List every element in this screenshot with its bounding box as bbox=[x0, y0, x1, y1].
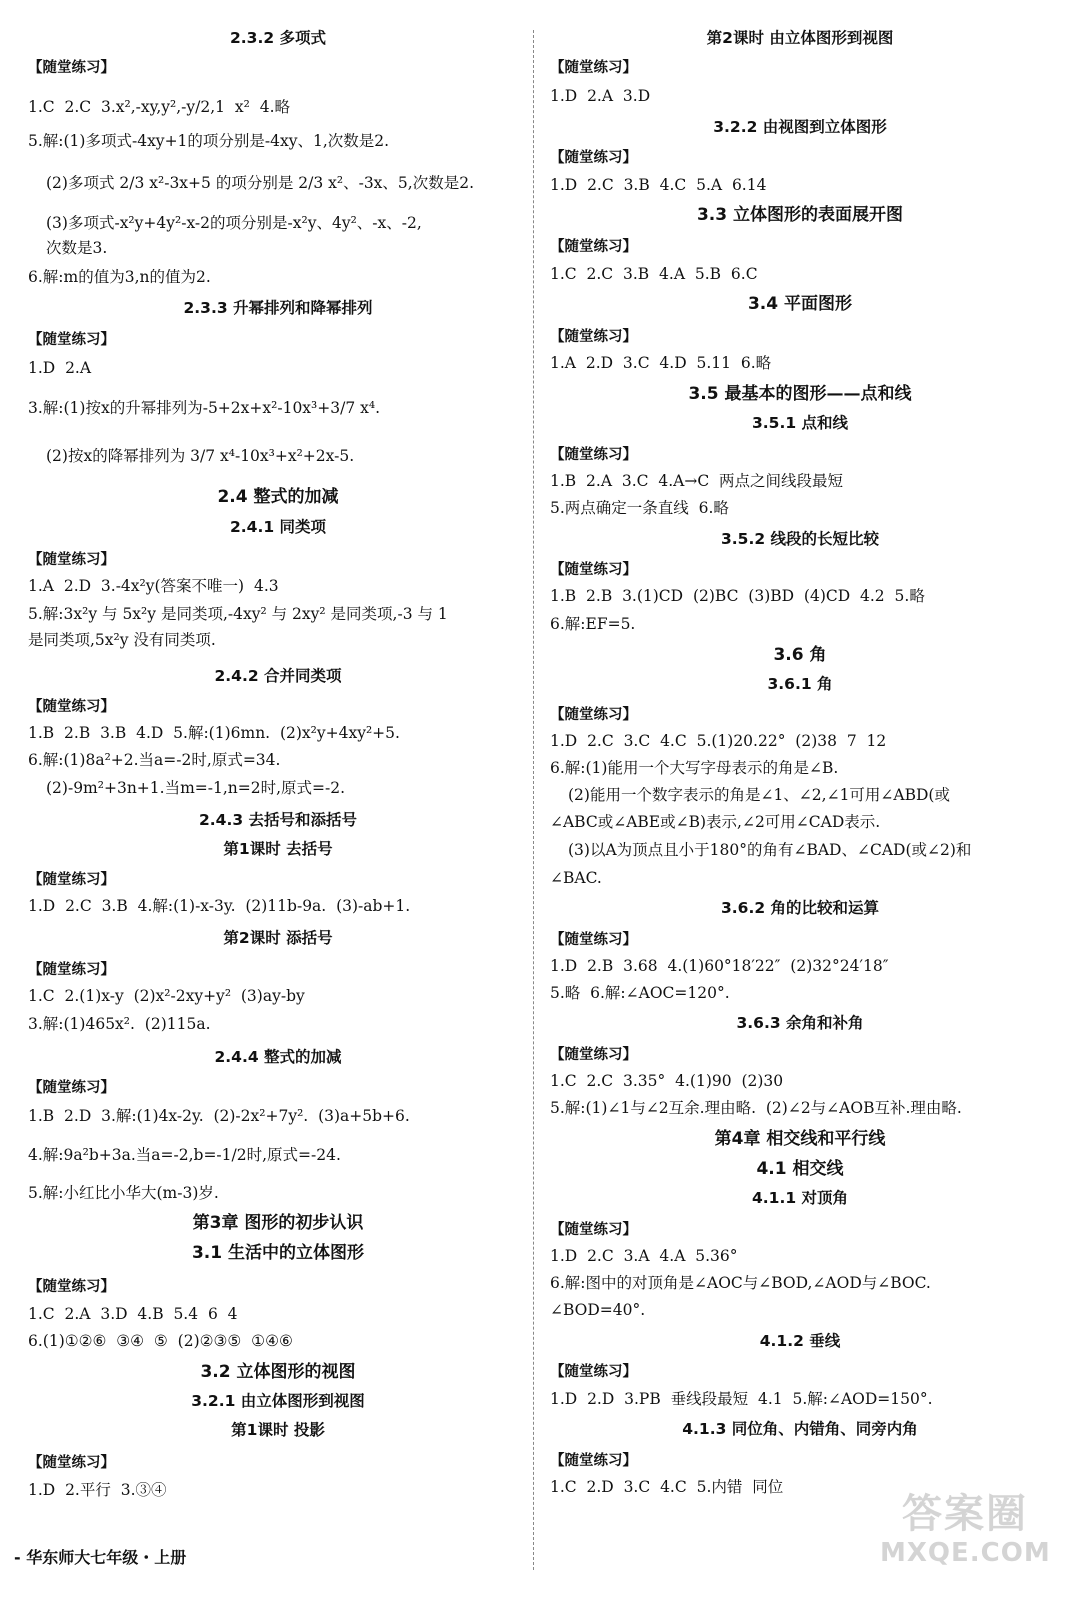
answer-line: 1.C 2.D 3.C 4.C 5.内错 同位 bbox=[550, 1478, 784, 1496]
answer-line: 6.(1)①②⑥ ③④ ⑤ (2)②③⑤ ①④⑥ bbox=[28, 1332, 293, 1350]
answer-line: (2)按x的降幂排列为 3/7 x⁴-10x³+x²+2x-5. bbox=[46, 447, 355, 465]
answer-line: 1.C 2.C 3.B 4.A 5.B 6.C bbox=[550, 265, 758, 283]
answer-line: 1.D 2.平行 3.③④ bbox=[28, 1481, 167, 1499]
section-heading: 3.5.1 点和线 bbox=[751, 414, 849, 432]
answer-line: 1.D 2.D 3.PB 垂线段最短 4.1 5.解:∠AOD=150°. bbox=[550, 1390, 933, 1408]
section-heading: 第2课时 由立体图形到视图 bbox=[706, 29, 894, 47]
answer-line: 6.解:图中的对顶角是∠AOC与∠BOD,∠AOD与∠BOC. bbox=[550, 1274, 931, 1292]
section-heading: 第2课时 添括号 bbox=[223, 929, 333, 947]
section-heading: 3.3 立体图形的表面展开图 bbox=[696, 205, 904, 225]
section-heading: 3.2 立体图形的视图 bbox=[200, 1362, 356, 1382]
practice-tag: 【随堂练习】 bbox=[550, 447, 637, 463]
answer-line: 1.B 2.D 3.解:(1)4x-2y. (2)-2x²+7y². (3)a+5b+6. bbox=[28, 1107, 410, 1125]
section-heading: 第1课时 去括号 bbox=[223, 840, 333, 858]
section-heading: 3.2.1 由立体图形到视图 bbox=[191, 1392, 365, 1410]
answer-line: 1.C 2.(1)x-y (2)x²-2xy+y² (3)ay-by bbox=[28, 987, 305, 1005]
answer-line: ∠BAC. bbox=[550, 869, 602, 887]
section-heading: 3.5.2 线段的长短比较 bbox=[720, 530, 880, 548]
practice-tag: 【随堂练习】 bbox=[550, 932, 637, 948]
answer-line: 次数是3. bbox=[46, 239, 108, 257]
answer-line: (2)能用一个数字表示的角是∠1、∠2,∠1可用∠ABD(或 bbox=[568, 786, 950, 804]
answer-line: 5.解:(1)多项式-4xy+1的项分别是-4xy、1,次数是2. bbox=[28, 132, 390, 150]
answer-line: ∠BOD=40°. bbox=[550, 1301, 646, 1319]
section-heading: 4.1 相交线 bbox=[756, 1159, 844, 1179]
practice-tag: 【随堂练习】 bbox=[28, 872, 115, 888]
answer-line: 5.两点确定一条直线 6.略 bbox=[550, 499, 729, 517]
answer-line: 6.解:(1)8a²+2.当a=-2时,原式=34. bbox=[28, 751, 281, 769]
section-heading: 2.3.2 多项式 bbox=[229, 29, 327, 47]
section-heading: 2.4 整式的加减 bbox=[217, 487, 339, 507]
answer-line: 5.解:(1)∠1与∠2互余.理由略. (2)∠2与∠AOB互补.理由略. bbox=[550, 1099, 962, 1117]
answer-line: 1.C 2.C 3.x²,-xy,y²,-y/2,1 x² 4.略 bbox=[28, 98, 290, 116]
answer-line: (2)-9m²+3n+1.当m=-1,n=2时,原式=-2. bbox=[46, 779, 346, 797]
practice-tag: 【随堂练习】 bbox=[550, 1364, 637, 1380]
section-heading: 4.1.2 垂线 bbox=[759, 1332, 841, 1350]
answer-line: 是同类项,5x²y 没有同类项. bbox=[28, 631, 216, 649]
answer-line: 6.解:EF=5. bbox=[550, 615, 636, 633]
footer-book-title: - 华东师大七年级・上册 bbox=[14, 1548, 187, 1567]
answer-line: 1.C 2.A 3.D 4.B 5.4 6 4 bbox=[28, 1305, 238, 1323]
section-heading: 第3章 图形的初步认识 bbox=[192, 1213, 364, 1233]
answer-line: (2)多项式 2/3 x²-3x+5 的项分别是 2/3 x²、-3x、5,次数是2. bbox=[46, 174, 474, 192]
section-heading: 3.6.1 角 bbox=[767, 675, 833, 693]
answer-line: 6.解:(1)能用一个大写字母表示的角是∠B. bbox=[550, 759, 839, 777]
practice-tag: 【随堂练习】 bbox=[28, 1455, 115, 1471]
answer-line: 1.B 2.B 3.B 4.D 5.解:(1)6mn. (2)x²y+4xy²+5. bbox=[28, 724, 400, 742]
section-heading: 3.6.3 余角和补角 bbox=[736, 1014, 864, 1032]
practice-tag: 【随堂练习】 bbox=[28, 332, 115, 348]
section-heading: 3.1 生活中的立体图形 bbox=[191, 1243, 365, 1263]
practice-tag: 【随堂练习】 bbox=[550, 1453, 637, 1469]
answer-line: 1.A 2.D 3.-4x²y(答案不唯一) 4.3 bbox=[28, 577, 279, 595]
answer-line: (3)多项式-x²y+4y²-x-2的项分别是-x²y、4y²、-x、-2, bbox=[46, 214, 422, 232]
practice-tag: 【随堂练习】 bbox=[550, 562, 637, 578]
section-heading: 2.4.3 去括号和添括号 bbox=[198, 811, 358, 829]
answer-line: 1.D 2.C 3.B 4.解:(1)-x-3y. (2)11b-9a. (3)-ab+1. bbox=[28, 897, 411, 915]
practice-tag: 【随堂练习】 bbox=[550, 239, 637, 255]
answer-line: 1.C 2.C 3.35° 4.(1)90 (2)30 bbox=[550, 1072, 784, 1090]
answer-line: 5.略 6.解:∠AOC=120°. bbox=[550, 984, 730, 1002]
section-heading: 3.6.2 角的比较和运算 bbox=[720, 899, 880, 917]
practice-tag: 【随堂练习】 bbox=[550, 150, 637, 166]
answer-line: 1.D 2.C 3.C 4.C 5.(1)20.22° (2)38 7 12 bbox=[550, 732, 887, 750]
section-heading: 2.4.4 整式的加减 bbox=[214, 1048, 342, 1066]
answer-line: 1.D 2.C 3.A 4.A 5.36° bbox=[550, 1247, 738, 1265]
section-heading: 4.1.3 同位角、内错角、同旁内角 bbox=[682, 1420, 918, 1438]
answer-line: 3.解:(1)按x的升幂排列为-5+2x+x²-10x³+3/7 x⁴. bbox=[28, 399, 380, 417]
section-heading: 3.5 最基本的图形——点和线 bbox=[688, 384, 912, 404]
practice-tag: 【随堂练习】 bbox=[28, 1080, 115, 1096]
practice-tag: 【随堂练习】 bbox=[550, 707, 637, 723]
practice-tag: 【随堂练习】 bbox=[550, 60, 637, 76]
section-heading: 3.2.2 由视图到立体图形 bbox=[713, 118, 887, 136]
answer-line: (3)以A为顶点且小于180°的角有∠BAD、∠CAD(或∠2)和 bbox=[568, 841, 972, 859]
practice-tag: 【随堂练习】 bbox=[28, 699, 115, 715]
practice-tag: 【随堂练习】 bbox=[550, 1047, 637, 1063]
column-divider bbox=[533, 30, 534, 1570]
answer-line: 1.D 2.A 3.D bbox=[550, 87, 651, 105]
answer-line: 6.解:m的值为3,n的值为2. bbox=[28, 268, 211, 286]
practice-tag: 【随堂练习】 bbox=[28, 962, 115, 978]
practice-tag: 【随堂练习】 bbox=[28, 1279, 115, 1295]
watermark-logo bbox=[880, 1490, 1050, 1580]
section-heading: 第4章 相交线和平行线 bbox=[714, 1129, 886, 1149]
watermark-text-bottom: MXQE.COM bbox=[880, 1538, 1051, 1568]
practice-tag: 【随堂练习】 bbox=[28, 60, 115, 76]
answer-line: 1.D 2.C 3.B 4.C 5.A 6.14 bbox=[550, 176, 767, 194]
section-heading: 3.6 角 bbox=[773, 645, 827, 665]
section-heading: 3.4 平面图形 bbox=[747, 294, 853, 314]
answer-line: 5.解:3x²y 与 5x²y 是同类项,-4xy² 与 2xy² 是同类项,-3 与 1 bbox=[28, 605, 448, 623]
answer-line: ∠ABC或∠ABE或∠B)表示,∠2可用∠CAD表示. bbox=[550, 813, 881, 831]
section-heading: 2.4.1 同类项 bbox=[229, 518, 327, 536]
section-heading: 2.3.3 升幂排列和降幂排列 bbox=[183, 299, 373, 317]
answer-line: 1.B 2.B 3.(1)CD (2)BC (3)BD (4)CD 4.2 5.略 bbox=[550, 587, 925, 605]
answer-line: 3.解:(1)465x². (2)115a. bbox=[28, 1015, 211, 1033]
section-heading: 4.1.1 对顶角 bbox=[751, 1189, 849, 1207]
section-heading: 2.4.2 合并同类项 bbox=[214, 667, 342, 685]
answer-line: 1.A 2.D 3.C 4.D 5.11 6.略 bbox=[550, 354, 772, 372]
practice-tag: 【随堂练习】 bbox=[550, 329, 637, 345]
section-heading: 第1课时 投影 bbox=[231, 1421, 325, 1439]
practice-tag: 【随堂练习】 bbox=[28, 552, 115, 568]
answer-line: 1.B 2.A 3.C 4.A→C 两点之间线段最短 bbox=[550, 472, 844, 490]
answer-line: 1.D 2.B 3.68 4.(1)60°18′22″ (2)32°24′18″ bbox=[550, 957, 889, 975]
practice-tag: 【随堂练习】 bbox=[550, 1222, 637, 1238]
answer-line: 4.解:9a²b+3a.当a=-2,b=-1/2时,原式=-24. bbox=[28, 1146, 341, 1164]
answer-line: 1.D 2.A bbox=[28, 359, 92, 377]
watermark-text-top: 答案圈 bbox=[902, 1491, 1028, 1537]
answer-line: 5.解:小红比小华大(m-3)岁. bbox=[28, 1184, 219, 1202]
